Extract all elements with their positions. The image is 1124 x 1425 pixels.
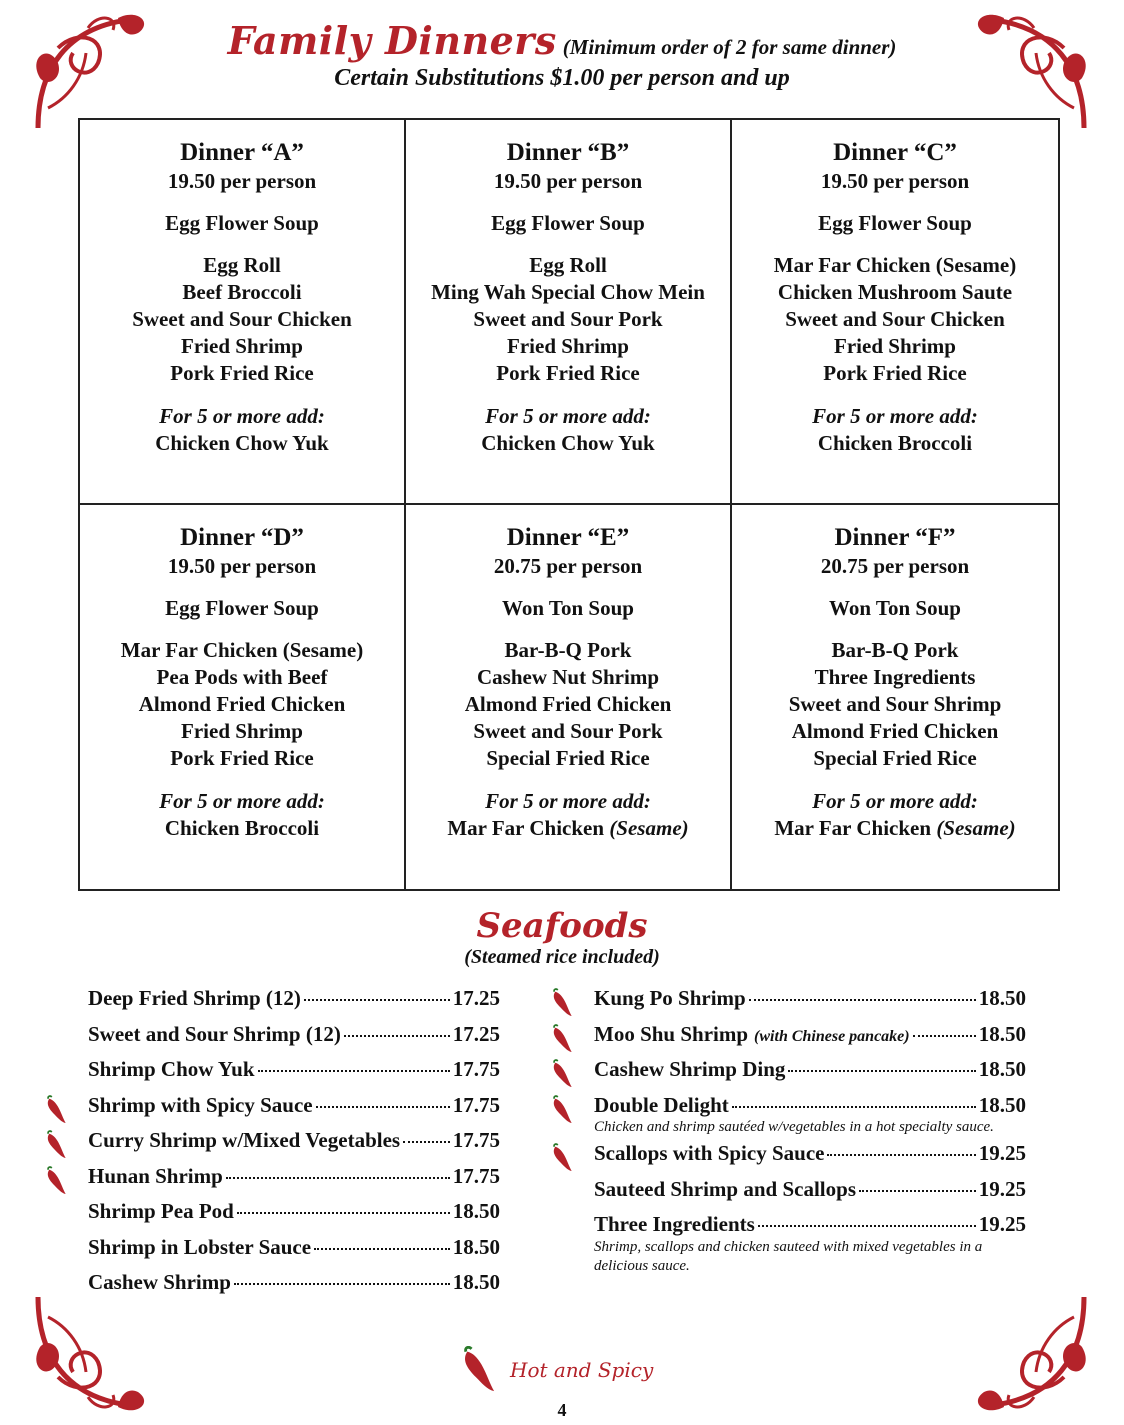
menu-item-label: Sauteed Shrimp and Scallops xyxy=(594,1176,856,1201)
menu-item-row xyxy=(88,986,500,1022)
dinner-soup: Egg Flower Soup xyxy=(165,211,319,235)
dinner-item: Sweet and Sour Pork xyxy=(473,718,663,743)
dot-leader xyxy=(316,1106,450,1108)
dinner-name: Dinner “A” xyxy=(180,139,304,166)
menu-item-row xyxy=(88,1093,500,1129)
dinner-soup: Egg Flower Soup xyxy=(818,211,972,235)
menu-item-row xyxy=(88,1128,500,1164)
menu-item-name xyxy=(88,1128,400,1153)
menu-item-name xyxy=(594,1057,785,1082)
add-on-item xyxy=(80,815,404,842)
add-on-note: (Sesame) xyxy=(609,815,689,840)
legend-label: Hot and Spicy xyxy=(510,1358,654,1382)
menu-item-price: 18.50 xyxy=(978,1057,1026,1081)
add-on-name: Chicken Broccoli xyxy=(164,815,320,840)
dinner-card xyxy=(732,120,1058,505)
dinner-soup: Egg Flower Soup xyxy=(165,595,319,620)
dot-leader xyxy=(859,1190,976,1192)
menu-item-label: Shrimp Chow Yuk xyxy=(88,1057,255,1081)
add-on-label: For 5 or more add: xyxy=(159,404,325,428)
add-on-label: For 5 or more add: xyxy=(812,404,978,428)
menu-item-price: 19.25 xyxy=(978,1141,1026,1165)
menu-item-name xyxy=(594,986,746,1011)
menu-item-name xyxy=(594,1022,910,1047)
menu-item-note: (with Chinese pancake) xyxy=(754,1027,910,1045)
dinner-item: Fried Shrimp xyxy=(181,718,303,743)
dinner-name: Dinner “D” xyxy=(180,523,304,551)
menu-item-name xyxy=(594,1141,824,1166)
add-on-name: Chicken Chow Yuk xyxy=(155,431,329,455)
dot-leader xyxy=(403,1141,450,1143)
substitution-note: Certain Substitutions $1.00 per person and up xyxy=(334,65,790,91)
add-on-item xyxy=(732,430,1058,457)
menu-item-label: Shrimp Pea Pod xyxy=(88,1199,234,1223)
dinner-card xyxy=(406,120,732,505)
dinner-item: Pork Fried Rice xyxy=(170,361,314,385)
dinner-name: Dinner “E” xyxy=(506,523,630,551)
dinner-item: Chicken Mushroom Saute xyxy=(777,280,1013,304)
dot-leader xyxy=(758,1225,976,1227)
menu-item-row xyxy=(594,1141,1026,1177)
dinner-name: Dinner “F” xyxy=(834,523,956,551)
menu-item-price: 17.75 xyxy=(452,1128,500,1152)
menu-item-price: 19.25 xyxy=(978,1212,1026,1236)
menu-item-price: 18.50 xyxy=(452,1234,500,1259)
menu-item-price: 17.75 xyxy=(452,1057,500,1081)
dot-leader xyxy=(237,1212,450,1214)
dinner-item: Bar-B-Q Pork xyxy=(831,637,959,662)
menu-item-price: 18.50 xyxy=(452,1199,500,1223)
dinner-item: Pork Fried Rice xyxy=(496,361,640,385)
family-dinners-header xyxy=(0,18,1124,92)
menu-item-label: Sweet and Sour Shrimp (12) xyxy=(88,1021,341,1046)
corner-ornament-bottom-left xyxy=(28,1287,158,1417)
menu-item-row xyxy=(594,986,1026,1022)
menu-item-name xyxy=(88,1199,234,1224)
menu-item-name xyxy=(88,1164,223,1189)
menu-item-name xyxy=(88,986,301,1011)
dinner-items xyxy=(732,637,1058,772)
dinner-items xyxy=(732,252,1058,387)
menu-item-row xyxy=(594,1022,1026,1058)
dinner-item: Fried Shrimp xyxy=(507,334,629,358)
seafoods-header xyxy=(0,906,1124,969)
add-on-label: For 5 or more add: xyxy=(485,788,651,813)
menu-item-price: 18.50 xyxy=(978,986,1026,1010)
menu-item-row xyxy=(88,1199,500,1235)
menu-item-label: Moo Shu Shrimp xyxy=(594,1021,749,1046)
add-on-item xyxy=(406,815,730,842)
add-on-label: For 5 or more add: xyxy=(485,404,651,428)
add-on-label: For 5 or more add: xyxy=(812,788,978,813)
title-line xyxy=(0,18,1124,63)
add-on-name: Mar Far Chicken xyxy=(774,815,932,840)
spicy-legend xyxy=(456,1346,653,1394)
add-on-item xyxy=(732,815,1058,842)
seafoods-subtitle: (Steamed rice included) xyxy=(464,946,660,968)
menu-item-name xyxy=(88,1057,255,1082)
menu-item-name xyxy=(594,1212,755,1237)
dinner-item: Mar Far Chicken (Sesame) xyxy=(120,637,364,662)
seafoods-title: Seafoods xyxy=(476,906,648,946)
dinner-item: Almond Fried Chicken xyxy=(791,718,999,743)
dot-leader xyxy=(344,1035,450,1037)
dot-leader xyxy=(732,1106,976,1108)
menu-item-label: Deep Fried Shrimp (12) xyxy=(88,986,301,1010)
dinner-items xyxy=(406,252,730,387)
menu-item-description: Shrimp, scallops and chicken sauteed with mixed vegetables in a delicious sauce. xyxy=(594,1238,983,1274)
menu-item-label: Shrimp with Spicy Sauce xyxy=(88,1092,313,1117)
dinner-soup: Won Ton Soup xyxy=(829,595,961,620)
dinner-item: Mar Far Chicken (Sesame) xyxy=(773,253,1017,277)
dinner-card xyxy=(80,505,406,890)
menu-item-price: 17.75 xyxy=(452,1092,500,1117)
add-on-label: For 5 or more add: xyxy=(159,788,325,813)
add-on-item xyxy=(80,430,404,457)
menu-item-row xyxy=(88,1270,500,1306)
dot-leader xyxy=(226,1177,450,1179)
menu-item-row xyxy=(88,1057,500,1093)
dinner-price: 19.50 per person xyxy=(820,169,970,193)
chili-pepper-icon xyxy=(44,1166,70,1196)
dinner-item: Sweet and Sour Pork xyxy=(473,307,663,331)
dinner-soup: Won Ton Soup xyxy=(502,595,634,620)
dinner-price: 20.75 per person xyxy=(820,553,970,578)
dinner-grid xyxy=(78,118,1060,891)
dinner-card xyxy=(732,505,1058,890)
dinner-items xyxy=(406,637,730,772)
dinner-name: Dinner “B” xyxy=(506,139,630,166)
dot-leader xyxy=(304,999,450,1001)
dot-leader xyxy=(234,1283,450,1285)
menu-item-label: Curry Shrimp w/Mixed Vegetables xyxy=(88,1128,401,1152)
menu-item-label: Shrimp in Lobster Sauce xyxy=(88,1234,312,1259)
menu-item-price: 18.50 xyxy=(978,1021,1026,1046)
dinner-items xyxy=(80,252,404,387)
dot-leader xyxy=(258,1070,450,1072)
menu-item-label: Three Ingredients xyxy=(594,1212,755,1236)
menu-item-row xyxy=(594,1093,1026,1129)
chili-pepper-icon xyxy=(550,1059,576,1089)
dinner-item: Pea Pods with Beef xyxy=(156,664,328,689)
dinner-item: Special Fried Rice xyxy=(486,745,650,770)
dinner-item: Egg Roll xyxy=(203,253,281,277)
chili-pepper-icon xyxy=(550,1095,576,1125)
add-on-note: (Sesame) xyxy=(936,815,1016,840)
menu-item-row xyxy=(594,1177,1026,1213)
menu-item-price: 18.50 xyxy=(452,1270,500,1294)
page-title: Family Dinners xyxy=(227,18,557,63)
dinner-item: Ming Wah Special Chow Mein xyxy=(431,280,705,304)
dinner-item: Egg Roll xyxy=(529,253,607,277)
dinner-item: Almond Fried Chicken xyxy=(138,691,346,716)
menu-item-price: 18.50 xyxy=(978,1092,1026,1117)
dinner-item: Sweet and Sour Shrimp xyxy=(788,691,1002,716)
dinner-price: 19.50 per person xyxy=(167,169,317,193)
menu-item-price: 19.25 xyxy=(978,1176,1026,1201)
add-on-name: Chicken Broccoli xyxy=(817,431,973,455)
dinner-item: Pork Fried Rice xyxy=(170,745,314,770)
add-on-name: Mar Far Chicken xyxy=(447,815,605,840)
menu-item-name xyxy=(594,1177,856,1202)
menu-item-price: 17.75 xyxy=(452,1163,500,1188)
menu-item-name xyxy=(594,1093,729,1118)
dot-leader xyxy=(788,1070,975,1072)
dinner-item: Pork Fried Rice xyxy=(823,361,967,385)
menu-item-name xyxy=(88,1270,231,1295)
menu-item-row xyxy=(594,1212,1026,1248)
dinner-price: 19.50 per person xyxy=(493,169,643,193)
dinner-item: Beef Broccoli xyxy=(182,280,302,304)
menu-item-label: Cashew Shrimp Ding xyxy=(594,1057,786,1081)
menu-item-row xyxy=(88,1164,500,1200)
corner-ornament-bottom-right xyxy=(964,1287,1094,1417)
menu-item-row xyxy=(88,1235,500,1271)
dinner-card xyxy=(406,505,732,890)
dinner-item: Three Ingredients xyxy=(814,664,976,689)
menu-item-description: Chicken and shrimp sautéed w/vegetables in a hot specialty sauce. xyxy=(594,1119,994,1135)
seafood-list-right xyxy=(594,986,1026,1280)
chili-pepper-icon xyxy=(44,1130,70,1160)
dinner-soup: Egg Flower Soup xyxy=(491,211,645,235)
title-note: (Minimum order of 2 for same dinner) xyxy=(562,35,897,59)
add-on-item xyxy=(406,430,730,457)
dinner-price: 20.75 per person xyxy=(493,553,643,578)
menu-item-price: 17.25 xyxy=(452,1021,500,1046)
menu-item-label: Kung Po Shrimp xyxy=(594,986,746,1010)
chili-pepper-icon xyxy=(550,1143,576,1173)
chili-pepper-icon xyxy=(550,1024,576,1054)
chili-pepper-icon xyxy=(550,988,576,1018)
menu-item-price: 17.25 xyxy=(452,986,500,1010)
menu-item-name xyxy=(88,1235,311,1260)
dinner-items xyxy=(80,637,404,772)
menu-item-label: Hunan Shrimp xyxy=(88,1163,223,1188)
chili-pepper-icon xyxy=(456,1346,504,1394)
dinner-item: Fried Shrimp xyxy=(181,334,303,358)
dinner-item: Fried Shrimp xyxy=(834,334,956,358)
dinner-item: Sweet and Sour Chicken xyxy=(785,307,1005,331)
dot-leader xyxy=(749,999,976,1001)
add-on-name: Chicken Chow Yuk xyxy=(481,431,655,455)
menu-item-label: Cashew Shrimp xyxy=(88,1270,231,1294)
dinner-name: Dinner “C” xyxy=(833,139,957,166)
menu-item-label: Scallops with Spicy Sauce xyxy=(594,1141,825,1165)
menu-item-name xyxy=(88,1093,313,1118)
menu-item-row xyxy=(594,1057,1026,1093)
page-number: 4 xyxy=(557,1400,567,1420)
menu-item-name xyxy=(88,1022,341,1047)
dinner-price: 19.50 per person xyxy=(167,553,317,578)
dot-leader xyxy=(314,1248,450,1250)
menu-item-row xyxy=(88,1022,500,1058)
seafood-list-left xyxy=(88,986,500,1306)
dot-leader xyxy=(913,1035,976,1037)
dinner-item: Cashew Nut Shrimp xyxy=(476,664,660,689)
dinner-item: Bar-B-Q Pork xyxy=(504,637,632,662)
dinner-item: Special Fried Rice xyxy=(813,745,977,770)
dot-leader xyxy=(827,1154,975,1156)
dinner-card xyxy=(80,120,406,505)
chili-pepper-icon xyxy=(44,1095,70,1125)
dinner-item: Almond Fried Chicken xyxy=(464,691,672,716)
menu-item-label: Double Delight xyxy=(594,1092,729,1117)
dinner-item: Sweet and Sour Chicken xyxy=(132,307,352,331)
